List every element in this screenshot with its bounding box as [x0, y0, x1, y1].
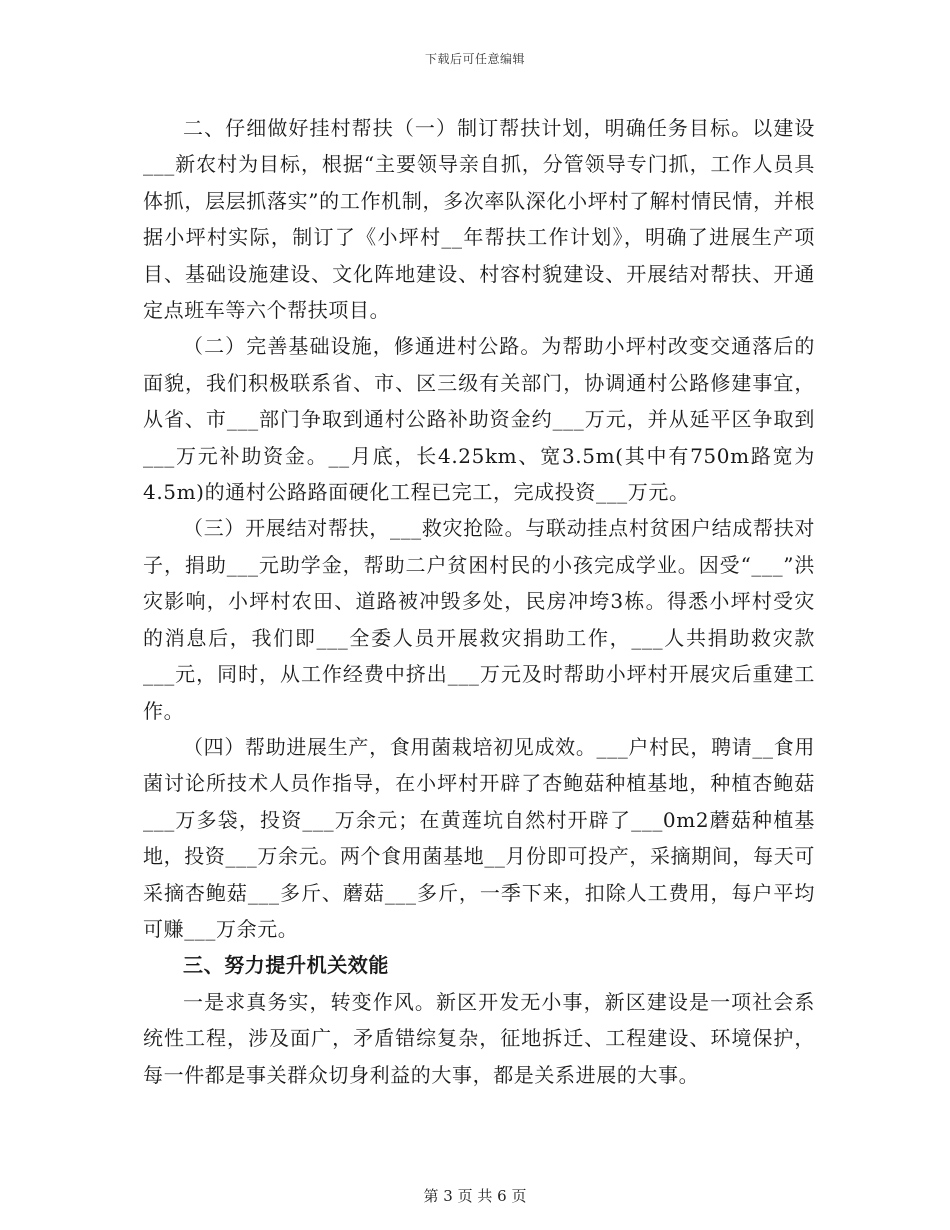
paragraph-road-construction: （二）完善基础设施，修通进村公路。为帮助小坪村改变交通落后的面貌，我们积极联系省、市、区三级有关部门，协调通村公路修建事宜，从省、市___部门争取到通村公路补助资金约___万元，并从延平区争取到___万元补助资金。__月底，长4.25km、宽3.5m(其中有750m路宽为4.5m)的通村公路路面硬化工程已完工，完成投资___万元。	[143, 334, 815, 505]
paragraph-work-style: 一是求真务实，转变作风。新区开发无小事，新区建设是一项社会系统性工程，涉及面广，矛盾错综复杂，征地拆迁、工程建设、环境保护，每一件都是事关群众切身利益的大事，都是关系进展的大事。	[143, 989, 815, 1087]
paragraph-mushroom-production: （四）帮助进展生产，食用菌栽培初见成效。___户村民，聘请__食用菌讨论所技术人员作指导，在小坪村开辟了杏鲍菇种植基地，种植杏鲍菇___万多袋，投资___万余元；在黄莲坑自然村开辟了___0m2蘑菇种植基地，投资___万余元。两个食用菌基地__月份即可投产，采摘期间，每天可采摘杏鲍菇___多斤、蘑菇___多斤，一季下来，扣除人工费用，每户平均可赚___万余元。	[143, 734, 815, 941]
section-heading-efficiency: 三、努力提升机关效能	[183, 953, 389, 978]
paragraph-village-assistance-plan: 二、仔细做好挂村帮扶（一）制订帮扶计划，明确任务目标。以建设___新农村为目标，根据“主要领导亲自抓，分管领导专门抓，工作人员具体抓，层层抓落实”的工作机制，多次率队深化小坪村了解村情民情，并根据小坪村实际，制订了《小坪村__年帮扶工作计划》，明确了进展生产项目、基础设施建设、文化阵地建设、村容村貌建设、开展结对帮扶、开通定点班车等六个帮扶项目。	[143, 116, 815, 323]
paragraph-pairing-disaster-relief: （三）开展结对帮扶，___救灾抢险。与联动挂点村贫困户结成帮扶对子，捐助___元助学金，帮助二户贫困村民的小孩完成学业。因受“___”洪灾影响，小坪村农田、道路被冲毁多处，民房冲垮3栋。得悉小坪村受灾的消息后，我们即___全委人员开展救灾捐助工作，___人共捐助救灾款___元，同时，从工作经费中挤出___万元及时帮助小坪村开展灾后重建工作。	[143, 516, 815, 723]
document-body	[143, 110, 815, 1093]
page-number: 第 3 页 共 6 页	[423, 1187, 527, 1205]
page-header: 下载后可任意编辑	[424, 52, 525, 66]
